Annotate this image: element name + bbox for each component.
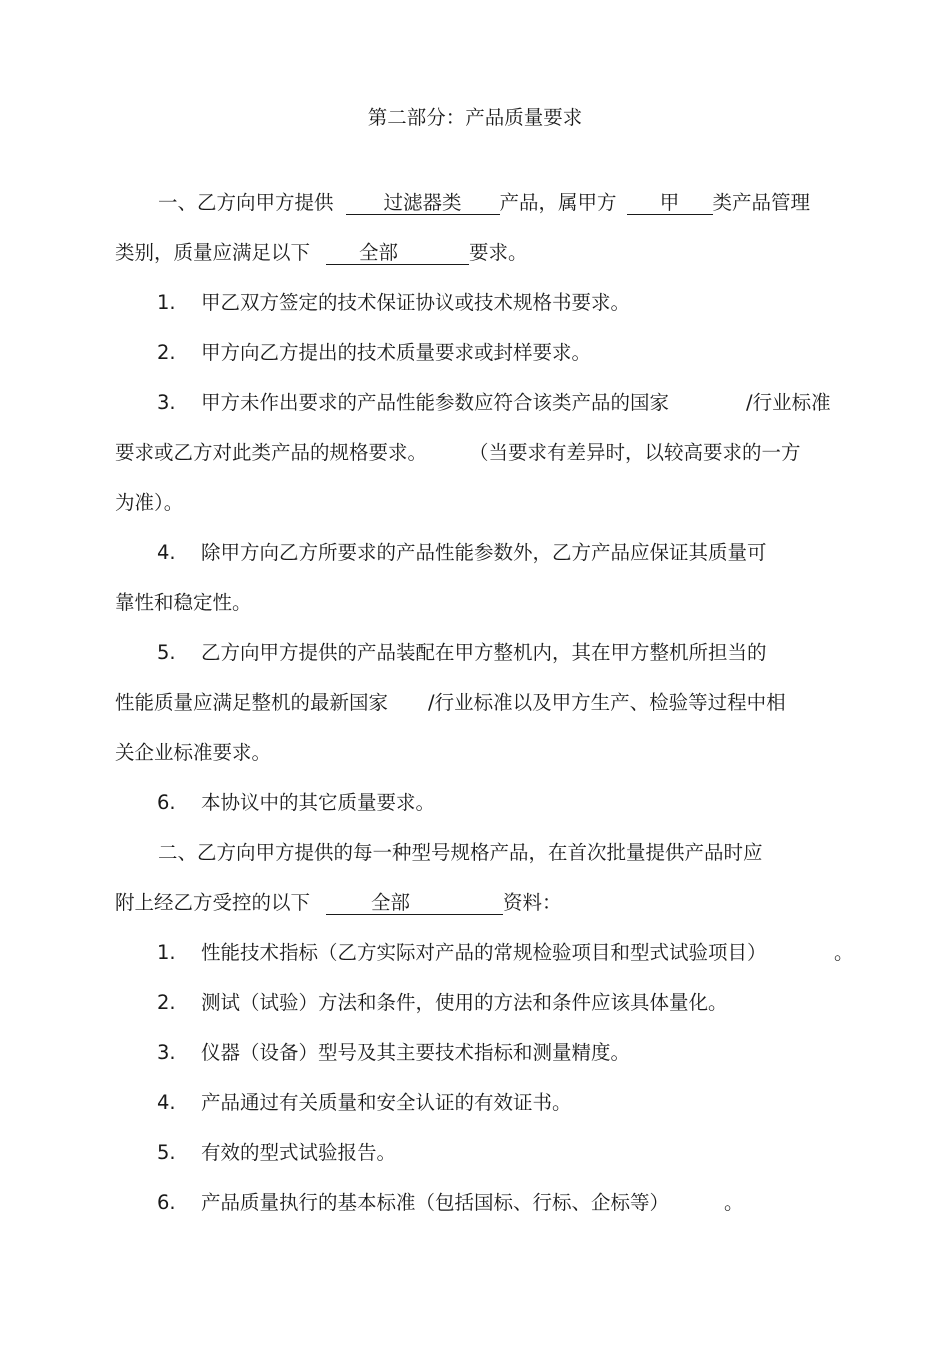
list2-item2-text: 测试（试验）方法和条件，使用的方法和条件应该具体量化。	[201, 991, 728, 1014]
list1-item5-text-1: 乙方向甲方提供的产品装配在甲方整机内，其在甲方整机所担当的	[201, 641, 767, 664]
list2-item3-number: 3.	[157, 1041, 176, 1064]
para2-text-c: 资料：	[503, 891, 562, 914]
list2-item1-text: 性能技术指标（乙方实际对产品的常规检验项目和型式试验项目）	[201, 941, 767, 964]
list1-item6-number: 6.	[157, 791, 176, 814]
list1-item4-text-1: 除甲方向乙方所要求的产品性能参数外，乙方产品应保证其质量可	[201, 541, 767, 564]
list1-item2-text: 甲方向乙方提出的技术质量要求或封样要求。	[201, 341, 592, 364]
list1-item3-text-3: 要求或乙方对此类产品的规格要求。	[115, 441, 428, 464]
list2-item5-text: 有效的型式试验报告。	[201, 1141, 397, 1164]
para2-line2	[115, 891, 562, 915]
list2-item6-number: 6.	[157, 1191, 176, 1214]
list1-item1-text: 甲乙双方签定的技术保证协议或技术规格书要求。	[201, 291, 631, 314]
para1-text-a: 一、乙方向甲方提供	[158, 191, 334, 214]
list2-item3-text: 仪器（设备）型号及其主要技术指标和测量精度。	[201, 1041, 631, 1064]
list1-item2-number: 2.	[157, 341, 176, 364]
list1-item4-number: 4.	[157, 541, 176, 564]
para1-line1	[158, 191, 810, 215]
list2-item6-text: 产品质量执行的基本标准（包括国标、行标、企标等）	[201, 1191, 670, 1214]
list1-item3-text-4: （当要求有差异时，以较高要求的一方	[469, 441, 801, 464]
list2-item1-tail: 。	[834, 941, 854, 964]
documents-scope-field	[326, 892, 503, 915]
para1-text-c: 类产品管理	[712, 191, 811, 214]
requirement-scope-field	[326, 242, 469, 265]
list1-item3-text-1: 甲方未作出要求的产品性能参数应符合该类产品的国家	[201, 391, 670, 414]
list1-item5-number: 5.	[157, 641, 176, 664]
list2-item1-number: 1.	[157, 941, 176, 964]
list1-item4-text-2: 靠性和稳定性。	[115, 591, 252, 614]
list1-item5-text-2: 性能质量应满足整机的最新国家	[115, 691, 389, 714]
list1-item6-text: 本协议中的其它质量要求。	[201, 791, 436, 814]
para2-line1: 二、乙方向甲方提供的每一种型号规格产品，在首次批量提供产品时应	[158, 841, 763, 864]
para1-text-e: 要求。	[469, 241, 528, 264]
list1-item3-number: 3.	[157, 391, 176, 414]
documents-scope-value: 全部	[371, 891, 411, 914]
list1-item3-text-2: /行业标准	[746, 391, 831, 414]
list2-item6-tail: 。	[724, 1191, 744, 1214]
para1-text-b: 产品，属甲方	[499, 191, 617, 214]
list2-item2-number: 2.	[157, 991, 176, 1014]
requirement-scope-value: 全部	[359, 241, 399, 264]
list1-item5-text-3: /行业标准以及甲方生产、检验等过程中相	[428, 691, 786, 714]
para2-text-b: 附上经乙方受控的以下	[115, 891, 311, 914]
list2-item4-number: 4.	[157, 1091, 176, 1114]
list1-item5-text-4: 关企业标准要求。	[115, 741, 272, 764]
list2-item4-text: 产品通过有关质量和安全认证的有效证书。	[201, 1091, 572, 1114]
para1-text-d: 类别，质量应满足以下	[115, 241, 311, 264]
management-class-field: 甲	[627, 192, 713, 215]
product-type-field: 过滤器类	[346, 192, 500, 215]
list1-item3-text-5: 为准）。	[115, 491, 184, 514]
para1-line2	[115, 241, 528, 265]
list2-item5-number: 5.	[157, 1141, 176, 1164]
section-title: 第二部分：产品质量要求	[367, 106, 583, 129]
list1-item1-number: 1.	[157, 291, 176, 314]
